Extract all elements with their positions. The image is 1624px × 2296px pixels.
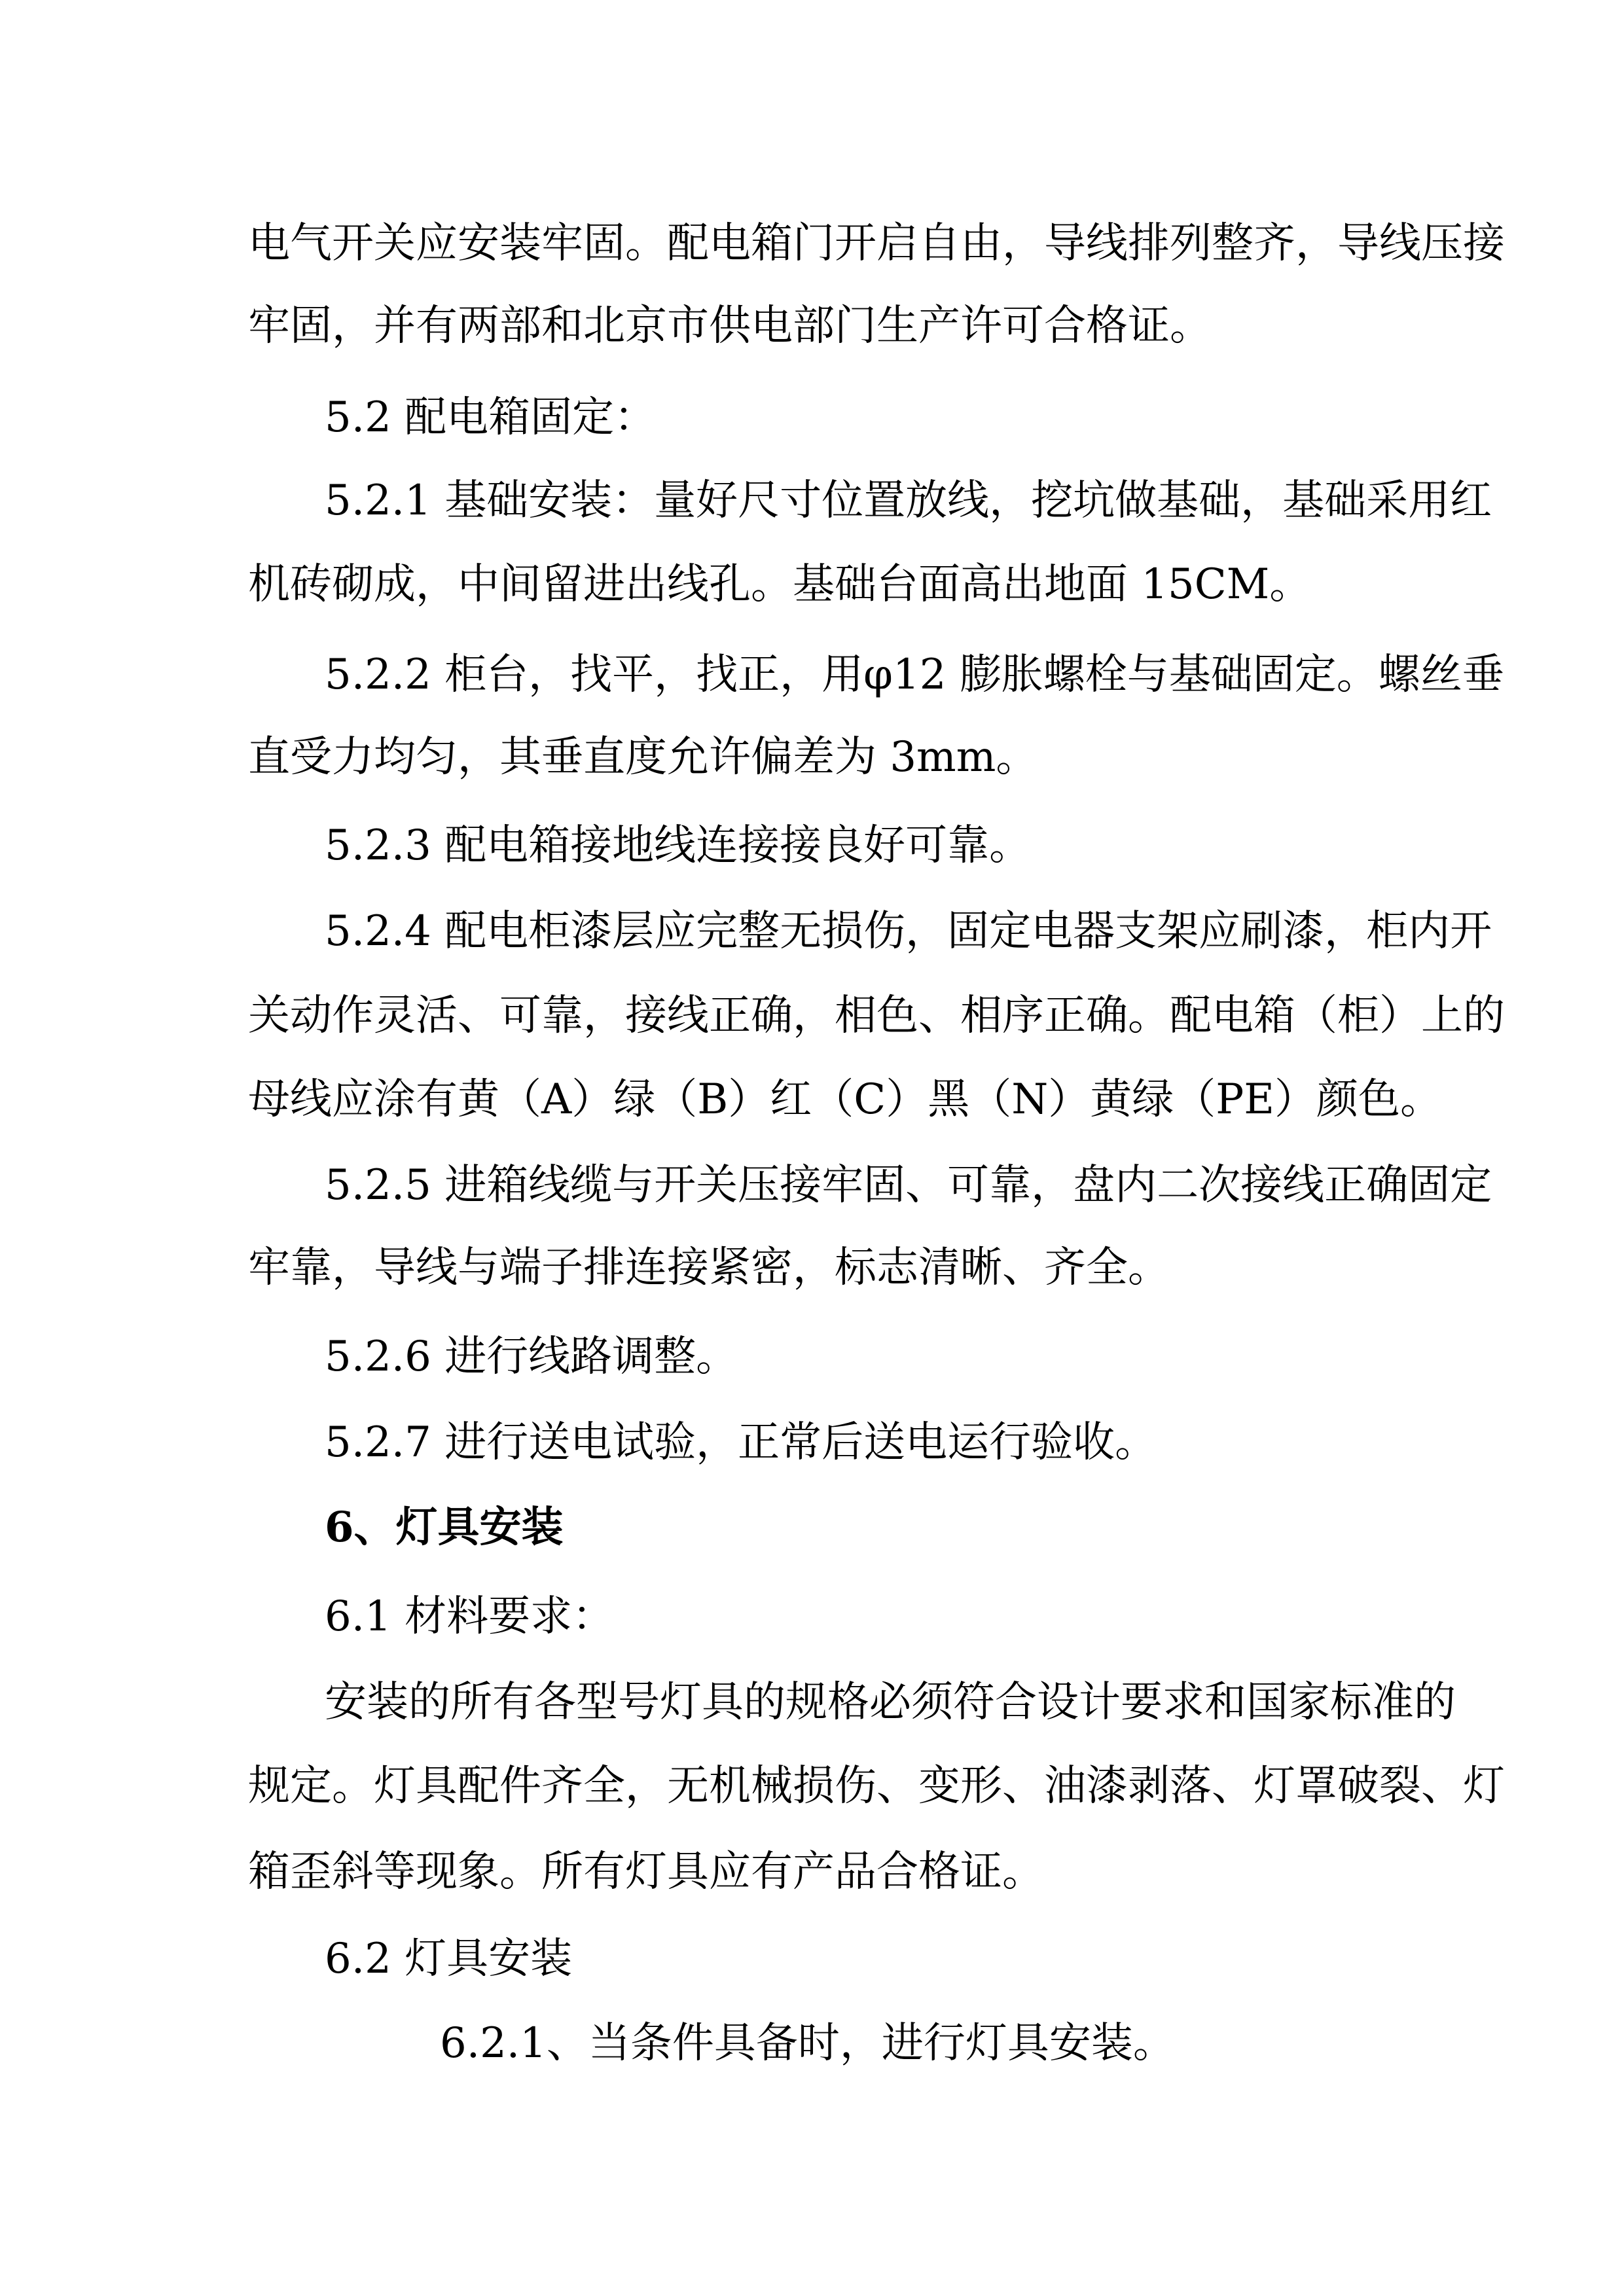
body-text-line: 母线应涂有黄（A）绿（B）红（C）黑（N）黄绿（PE）颜色。 [248, 1075, 1442, 1124]
body-text-line: 5.2.5 进箱线缆与开关压接牢固、可靠，盘内二次接线正确固定 [325, 1161, 1492, 1210]
body-text-line: 箱歪斜等现象。所有灯具应有产品合格证。 [248, 1848, 1044, 1896]
body-text-line: 5.2.4 配电柜漆层应完整无损伤，固定电器支架应刷漆，柜内开 [325, 907, 1492, 956]
body-text-line: 6.2.1、当条件具备时，进行灯具安装。 [440, 2019, 1175, 2068]
section-heading-6-2: 6.2 灯具安装 [325, 1935, 573, 1983]
body-text-line: 5.2.3 配电箱接地线连接接良好可靠。 [325, 821, 1032, 870]
body-text-line: 牢靠，导线与端子排连接紧密，标志清晰、齐全。 [248, 1244, 1170, 1292]
section-heading-6-1: 6.1 材料要求： [325, 1592, 615, 1641]
body-text-line: 5.2.2 柜台，找平，找正，用φ12 膨胀螺栓与基础固定。螺丝垂 [325, 651, 1504, 699]
body-text-line: 5.2.7 进行送电试验，正常后送电运行验收。 [325, 1418, 1157, 1467]
body-text-line: 牢固，并有两部和北京市供电部门生产许可合格证。 [248, 302, 1212, 350]
body-text-line: 关动作灵活、可靠，接线正确，相色、相序正确。配电箱（柜）上的 [248, 992, 1505, 1040]
body-text-line: 规定。灯具配件齐全，无机械损伤、变形、油漆剥落、灯罩破裂、灯 [248, 1762, 1505, 1810]
body-text-line: 电气开关应安装牢固。配电箱门开启自由，导线排列整齐，导线压接 [248, 219, 1505, 268]
body-text-line: 5.2.1 基础安装：量好尺寸位置放线，挖坑做基础，基础采用红 [325, 476, 1492, 525]
section-heading-6: 6、灯具安装 [325, 1503, 564, 1552]
body-text-line: 机砖砌成，中间留进出线孔。基础台面高出地面 15CM。 [248, 560, 1312, 609]
body-text-line: 5.2.6 进行线路调整。 [325, 1333, 738, 1381]
body-text-line: 安装的所有各型号灯具的规格必须符合设计要求和国家标准的 [325, 1678, 1456, 1727]
section-heading-5-2: 5.2 配电箱固定： [325, 393, 657, 442]
body-text-line: 直受力均匀，其垂直度允许偏差为 3mm。 [248, 733, 1038, 781]
